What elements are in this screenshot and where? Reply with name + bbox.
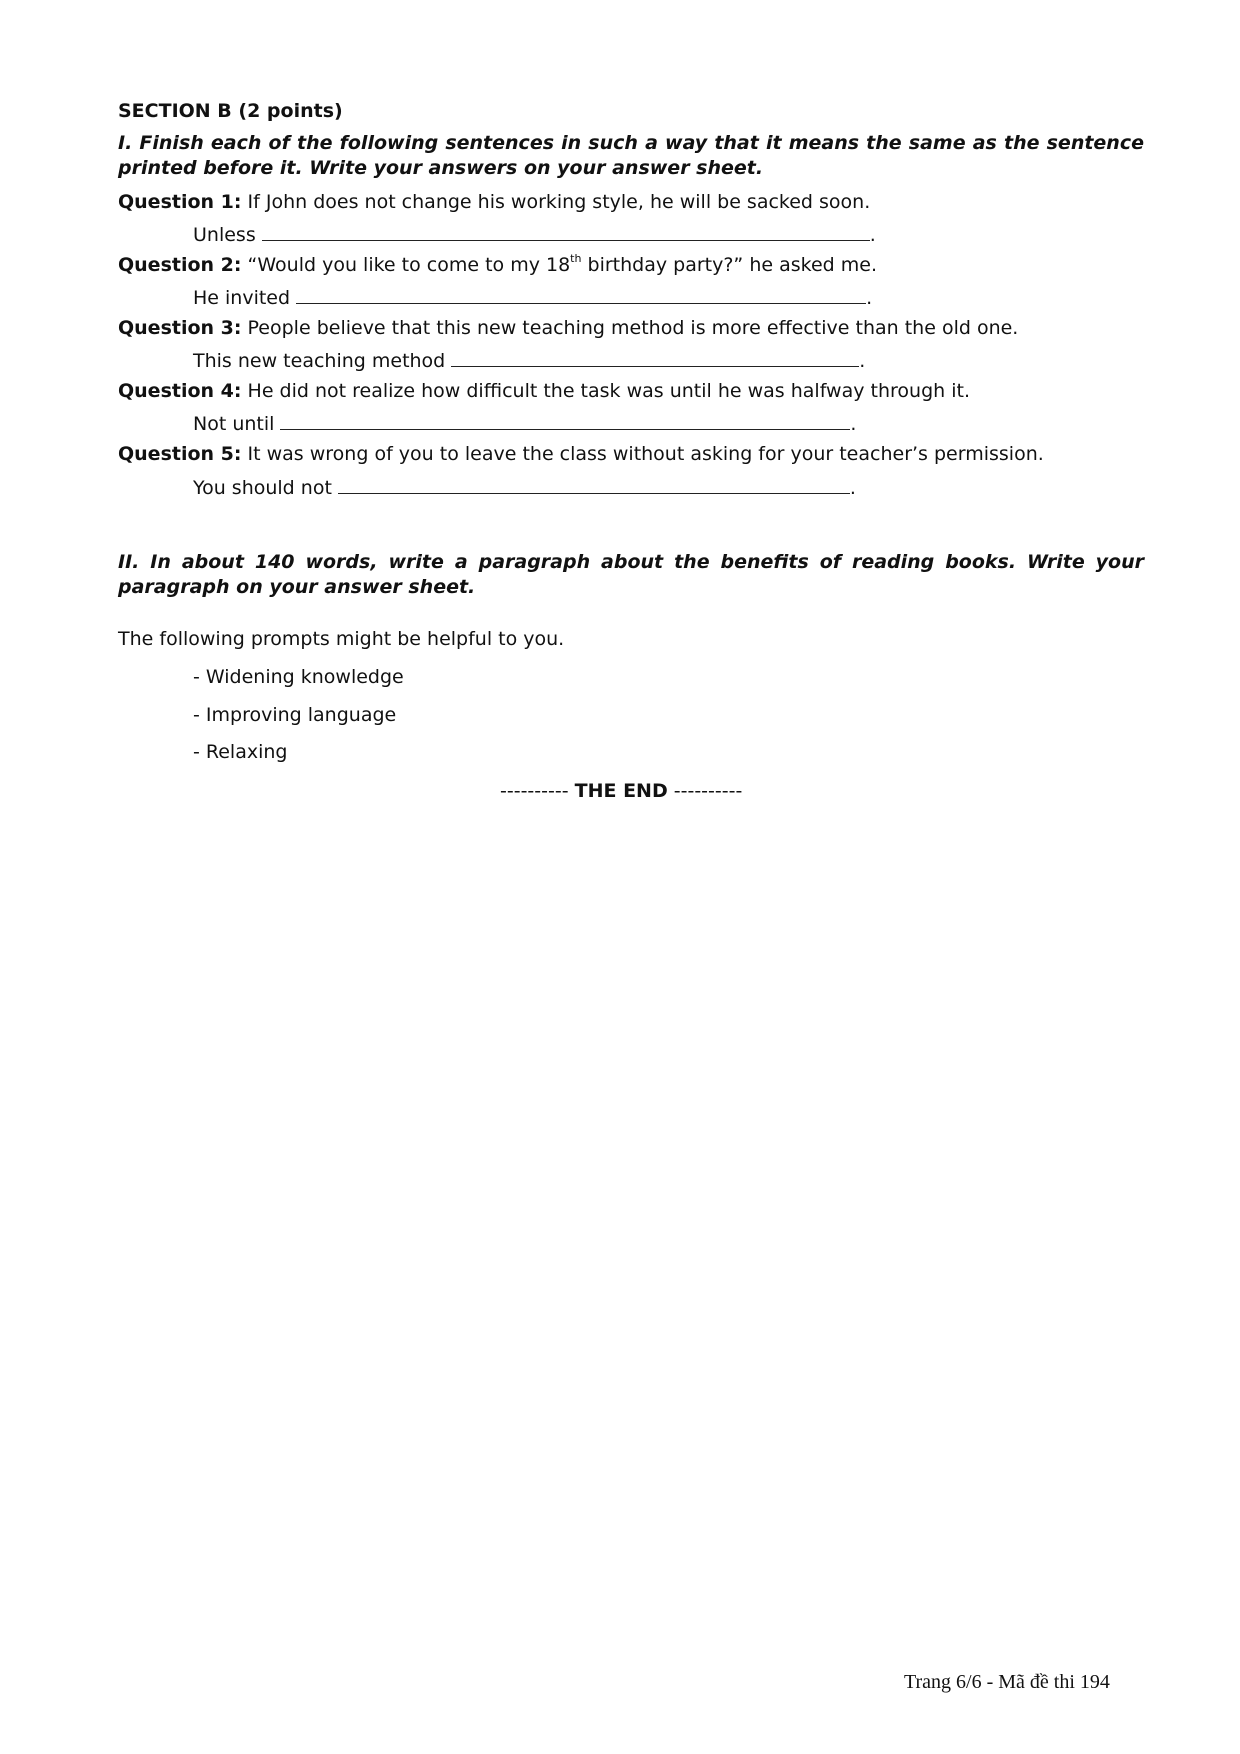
answer-starter: Not until bbox=[193, 413, 275, 435]
answer-line-2: He invited . bbox=[193, 287, 873, 309]
question-5 bbox=[118, 443, 1044, 465]
question-label: Question 5: bbox=[118, 443, 242, 465]
part1-instruction bbox=[118, 131, 1144, 181]
end-label: THE END bbox=[574, 780, 668, 802]
answer-line-1: Unless . bbox=[193, 224, 876, 246]
answer-blank[interactable] bbox=[296, 285, 866, 304]
answer-starter: He invited bbox=[193, 287, 291, 309]
question-text: If John does not change his working style, he will be sacked soon. bbox=[247, 191, 871, 213]
question-label: Question 3: bbox=[118, 317, 242, 339]
part1-instruction-line1: I. Finish each of the following sentences in such a way that it means the same as the sentence bbox=[118, 132, 1144, 154]
question-text: He did not realize how difficult the task was until he was halfway through it. bbox=[247, 380, 970, 402]
question-label: Question 2: bbox=[118, 254, 242, 276]
part2-instruction-line1: II. In about 140 words, write a paragraph about the benefits of reading books. Write your bbox=[118, 551, 1144, 573]
answer-line-5: You should not . bbox=[193, 477, 856, 499]
prompt-item: - Improving language bbox=[193, 704, 397, 726]
part1-instruction-line2: printed before it. Write your answers on your answer sheet. bbox=[118, 157, 764, 179]
part2-instruction bbox=[118, 550, 1144, 600]
answer-starter: Unless bbox=[193, 224, 256, 246]
prompt-item: - Widening knowledge bbox=[193, 666, 404, 688]
answer-blank[interactable] bbox=[262, 222, 870, 241]
question-2 bbox=[118, 254, 877, 276]
page-footer: Trang 6/6 - Mã đề thi 194 bbox=[904, 1671, 1110, 1693]
question-text: It was wrong of you to leave the class without asking for your teacher’s permission. bbox=[247, 443, 1044, 465]
question-superscript: th bbox=[570, 252, 582, 265]
question-text-after: birthday party?” he asked me. bbox=[581, 254, 877, 276]
question-3 bbox=[118, 317, 1018, 339]
end-marker: ---------- THE END ---------- bbox=[500, 780, 743, 802]
answer-line-3: This new teaching method . bbox=[193, 350, 866, 372]
prompt-intro: The following prompts might be helpful to you. bbox=[118, 628, 565, 650]
question-4 bbox=[118, 380, 970, 402]
question-1 bbox=[118, 191, 870, 213]
answer-line-4: Not until . bbox=[193, 413, 857, 435]
question-text-before: “Would you like to come to my 18 bbox=[247, 254, 571, 276]
answer-starter: You should not bbox=[193, 477, 332, 499]
answer-blank[interactable] bbox=[338, 475, 850, 494]
question-text: People believe that this new teaching method is more effective than the old one. bbox=[247, 317, 1019, 339]
question-label: Question 4: bbox=[118, 380, 242, 402]
answer-blank[interactable] bbox=[451, 348, 859, 367]
question-label: Question 1: bbox=[118, 191, 242, 213]
prompt-item: - Relaxing bbox=[193, 741, 288, 763]
part2-instruction-line2: paragraph on your answer sheet. bbox=[118, 576, 476, 598]
answer-starter: This new teaching method bbox=[193, 350, 446, 372]
section-title: SECTION B (2 points) bbox=[118, 100, 343, 122]
answer-blank[interactable] bbox=[280, 411, 850, 430]
